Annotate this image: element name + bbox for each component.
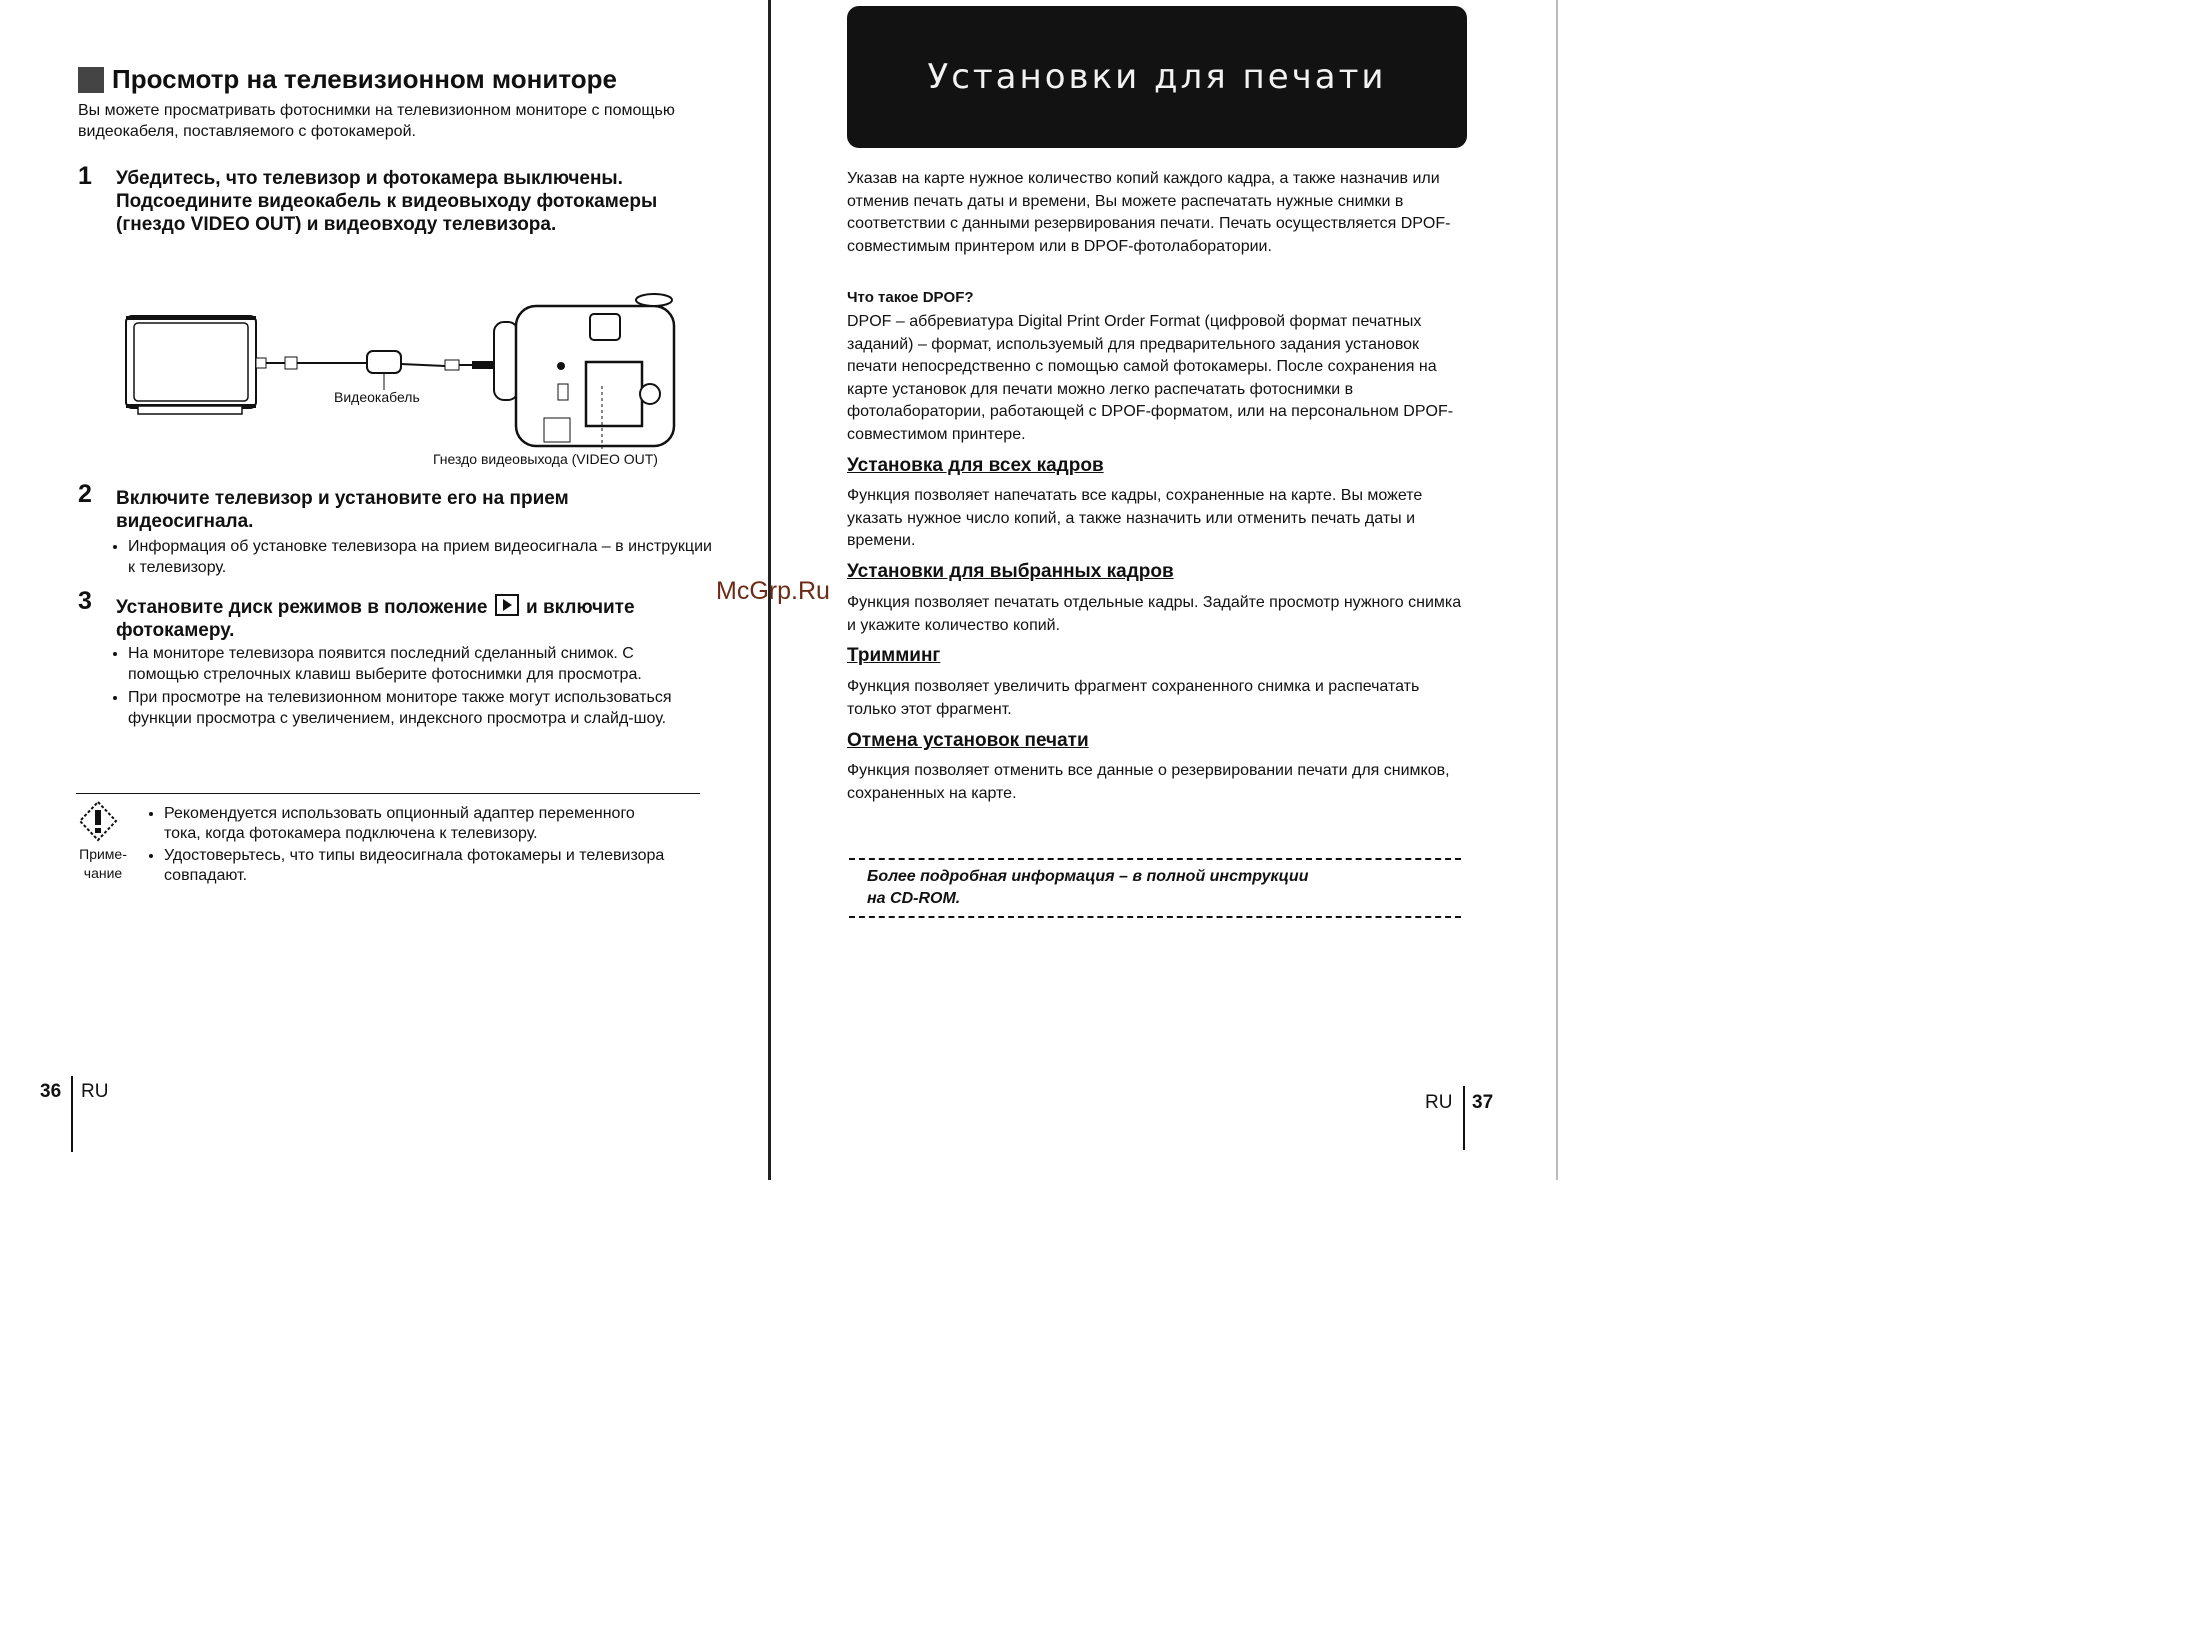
note-label: Приме- чание xyxy=(79,846,127,881)
section-square-icon xyxy=(78,67,104,93)
tv-camera-connection-figure xyxy=(120,286,700,466)
list-item: • При просмотре на телевизионном мониторе также могут использоваться функции просмотра с увеличением, индексного просмотра и слайд-шоу. xyxy=(128,687,708,729)
section-title-trimming: Тримминг xyxy=(847,645,941,666)
list-item: • Рекомендуется использовать опционный адаптер переменного тока, когда фотокамера подключена к телевизору. xyxy=(164,804,668,844)
step-3-number: 3 xyxy=(78,587,92,615)
more-info-box: Более подробная информация – в полной инструкции на CD-ROM. xyxy=(849,858,1461,918)
section-text-all-frames: Функция позволяет напечатать все кадры, сохраненные на карте. Вы можете указать нужное число копий, а также назначить или отменить печать даты и времени. xyxy=(847,487,1423,549)
note-warning-icon xyxy=(78,800,118,842)
section-title-selected-frames: Установки для выбранных кадров xyxy=(847,561,1174,582)
step-2-bullets xyxy=(112,536,712,580)
page-edge xyxy=(1556,0,1558,1180)
step-3-title: Установите диск режимов в положение и включите фотокамеру. xyxy=(116,594,706,642)
dpof-text: DPOF – аббревиатура Digital Print Order Format (цифровой формат печатных заданий) – формат, используемый для предварительного задания установок печати непосредственно с помощью самой фотокамеры. После сохранения на карте установок для печати можно легко распечатать фотоснимки в фотолаборатории, работающей с DPOF-форматом, или на персональном DPOF-совместимом принтере. xyxy=(847,313,1454,443)
video-out-jack-label: Гнездо видеовыхода (VIDEO OUT) xyxy=(433,451,658,467)
print-intro-text: Указав на карте нужное количество копий каждого кадра, а также назначив или отменив печать даты и времени, Вы можете распечатать нужные снимки в соответствии с данными резервирования печати. Печать осуществляется DPOF-совместимым принтером или в DPOF-фотолаборатории. xyxy=(847,170,1451,255)
list-item: • Удостоверьтесь, что типы видеосигнала фотокамеры и телевизора совпадают. xyxy=(164,846,668,886)
section-title-cancel-print: Отмена установок печати xyxy=(847,730,1089,751)
note-bullets xyxy=(148,804,668,888)
section-text-trimming: Функция позволяет увеличить фрагмент сохраненного снимка и распечатать только этот фрагмент. xyxy=(847,678,1420,718)
section-text-cancel-print: Функция позволяет отменить все данные о резервировании печати для снимков, сохраненных на карте. xyxy=(847,762,1450,802)
video-cable-icon xyxy=(256,351,472,390)
intro-text: Вы можете просматривать фотоснимки на телевизионном мониторе с помощью видеокабеля, поставляемого с фотокамерой. xyxy=(78,102,675,140)
list-item: • На мониторе телевизора появится последний сделанный снимок. С помощью стрелочных клавиш выберите фотоснимки для просмотра. xyxy=(128,643,708,685)
footer-divider-left xyxy=(71,1076,73,1152)
page-title: Просмотр на телевизионном мониторе xyxy=(78,64,617,95)
dpof-question: Что такое DPOF? xyxy=(847,289,974,306)
step-1-number: 1 xyxy=(78,162,92,190)
note-divider xyxy=(76,793,700,794)
section-title-all-frames: Установка для всех кадров xyxy=(847,455,1104,476)
list-item: • Информация об установке телевизора на прием видеосигнала – в инструкции к телевизору. xyxy=(128,536,712,578)
step-2-number: 2 xyxy=(78,480,92,508)
lang-label-right: RU xyxy=(1425,1092,1453,1113)
watermark: McGrp.Ru xyxy=(716,577,830,605)
play-mode-icon xyxy=(495,594,519,616)
page-number-right: 37 xyxy=(1472,1092,1494,1113)
step-2-title: Включите телевизор и установите его на прием видеосигнала. xyxy=(116,488,569,532)
step-3-bullets xyxy=(112,643,708,731)
tv-icon xyxy=(126,316,256,414)
section-banner: Установки для печати xyxy=(847,6,1467,148)
section-text-selected-frames: Функция позволяет печатать отдельные кадры. Задайте просмотр нужного снимка и укажите количество копий. xyxy=(847,594,1462,634)
step-1-title: Убедитесь, что телевизор и фотокамера выключены. Подсоедините видеокабель к видеовыходу фотокамеры (гнездо VIDEO OUT) и видеовходу телевизора. xyxy=(116,168,658,235)
camera-icon xyxy=(494,294,674,452)
lang-label-left: RU xyxy=(81,1081,109,1102)
page-number-left: 36 xyxy=(40,1081,62,1102)
footer-divider-right xyxy=(1463,1086,1465,1150)
cable-label: Видеокабель xyxy=(334,389,420,405)
